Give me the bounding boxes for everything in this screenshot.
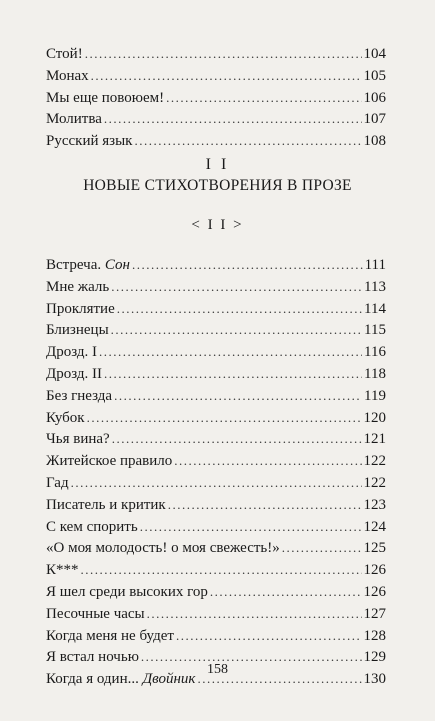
toc-entry-page: 120 [363, 409, 386, 426]
toc-entry-title [46, 582, 208, 604]
toc-entry-title-text: Я встал ночью [46, 649, 139, 666]
toc-entry [46, 559, 386, 581]
toc-entry-title [46, 538, 280, 560]
toc-entry-page: 108 [363, 133, 386, 150]
toc-entry-title-text: Гад [46, 474, 69, 491]
toc-entry [46, 625, 386, 647]
toc-entry [46, 254, 386, 276]
toc-entry-title-text: Мне жаль [46, 278, 110, 295]
toc-entry-title [46, 604, 145, 626]
toc-entry [46, 472, 386, 494]
toc-entry-page: 119 [364, 387, 386, 404]
dot-leader [134, 130, 361, 152]
toc-entry-title-text: Чья вина? [46, 431, 110, 448]
toc-entry-page: 129 [363, 649, 386, 666]
toc-entry [46, 494, 386, 516]
toc-entry-title [46, 277, 109, 299]
toc-entry-title [46, 495, 166, 517]
toc-entry-page: 127 [363, 605, 386, 622]
dot-leader [111, 319, 362, 341]
toc-entry-title-text: Кубок [46, 409, 85, 426]
toc-entry-title-text: Русский язык [46, 133, 133, 150]
dot-leader [174, 450, 361, 472]
dot-leader [91, 65, 362, 87]
toc-entry-title-text: Близнецы [46, 322, 109, 339]
toc-entry-page: 130 [363, 671, 386, 688]
toc-entry [46, 603, 386, 625]
toc-entry [46, 298, 386, 320]
toc-entry-title-text: Проклятие [46, 300, 115, 317]
toc-entry-page: 128 [363, 627, 386, 644]
toc-entry-page: 114 [364, 300, 386, 317]
toc-entry-title [46, 109, 102, 131]
toc-entry-page: 122 [363, 453, 386, 470]
toc-entry-title-text: Писатель и критик [46, 496, 166, 513]
toc-entry-title-text: «О моя молодость! о моя свежесть!» [46, 540, 280, 557]
toc-entry [46, 385, 386, 407]
dot-leader [112, 428, 362, 450]
toc-entry-title [46, 131, 132, 153]
toc-entry-title [46, 320, 109, 342]
page-number: 158 [207, 662, 228, 677]
toc-entry [46, 130, 386, 152]
toc-entry-title-italic: Двойник [142, 671, 196, 688]
toc-entry-page: 118 [364, 365, 386, 382]
toc-entry [46, 363, 386, 385]
toc-entry-title-text: Стой! [46, 46, 83, 62]
toc-entry-page: 126 [363, 562, 386, 579]
toc-entry-page: 115 [364, 322, 386, 339]
toc-entry [46, 407, 386, 429]
toc-list-top [46, 43, 386, 152]
toc-entry [46, 87, 386, 109]
toc-entry-title-text: Встреча. [46, 257, 105, 273]
dot-leader [140, 516, 362, 538]
toc-entry-page: 124 [363, 518, 386, 535]
toc-entry-page: 121 [363, 431, 386, 448]
dot-leader [147, 603, 362, 625]
toc-entry [46, 43, 386, 65]
toc-entry [46, 108, 386, 130]
dot-leader [81, 559, 362, 581]
toc-entry-title [46, 66, 89, 88]
dot-leader [282, 537, 362, 559]
dot-leader [99, 341, 362, 363]
subsection-number: < I I > [191, 217, 244, 233]
dot-leader [71, 472, 362, 494]
dot-leader [104, 108, 362, 130]
toc-entry-page: 123 [363, 496, 386, 513]
toc-entry-title-text: Монах [46, 67, 89, 84]
dot-leader [168, 494, 362, 516]
toc-entry-title-text: С кем спорить [46, 518, 138, 535]
toc-entry-title [46, 408, 85, 430]
dot-leader [104, 363, 362, 385]
toc-entry [46, 450, 386, 472]
toc-entry-title [46, 342, 97, 364]
toc-entry-title-text: К*** [46, 562, 79, 579]
toc-entry-page: 105 [363, 67, 386, 84]
toc-entry-title [46, 517, 138, 539]
toc-entry-title [46, 473, 69, 495]
toc-entry-title-text: Без гнезда [46, 387, 113, 404]
toc-entry-title [46, 560, 79, 582]
dot-leader [210, 581, 362, 603]
toc-entry-page: 126 [363, 583, 386, 600]
toc-entry-page: 107 [363, 111, 386, 128]
toc-entry [46, 581, 386, 603]
toc-entry [46, 65, 386, 87]
toc-entry [46, 537, 386, 559]
toc-entry-title-text: Дрозд. II [46, 365, 103, 382]
toc-entry [46, 341, 386, 363]
toc-entry-page: 122 [363, 474, 386, 491]
toc-entry-title-text: Когда меня не будет [46, 627, 174, 644]
toc-entry-title [46, 299, 115, 321]
toc-entry-title-text: Дрозд. I [46, 344, 98, 361]
toc-entry-title [46, 364, 102, 386]
toc-entry-title-italic: Сон [104, 257, 130, 273]
toc-entry-title [46, 255, 130, 277]
toc-entry [46, 319, 386, 341]
toc-entry-page: 113 [364, 278, 386, 295]
dot-leader [132, 254, 363, 276]
dot-leader [176, 625, 362, 647]
toc-entry-title-text: Когда я один... [46, 671, 143, 688]
toc-entry-title-text: Молитва [46, 111, 102, 128]
toc-entry-title-text: Песочные часы [46, 605, 145, 622]
toc-entry-page: 104 [363, 46, 386, 62]
dot-leader [114, 385, 362, 407]
toc-entry-title [46, 386, 112, 408]
toc-entry-title-text: Житейское правило [46, 453, 173, 470]
dot-leader [85, 43, 362, 65]
toc-entry [46, 516, 386, 538]
toc-entry-title [46, 44, 83, 66]
dot-leader [87, 407, 362, 429]
toc-entry [46, 276, 386, 298]
toc-entry-page: 111 [364, 257, 386, 273]
dot-leader [111, 276, 362, 298]
toc-entry-title [46, 88, 164, 110]
toc-list-bottom [46, 254, 386, 690]
toc-entry [46, 428, 386, 450]
toc-entry-title [46, 451, 172, 473]
toc-entry-title [46, 626, 174, 648]
section-number: I I [205, 156, 230, 173]
toc-entry-title [46, 429, 110, 451]
section-title: НОВЫЕ СТИХОТВОРЕНИЯ В ПРОЗЕ [83, 177, 352, 194]
toc-entry-page: 106 [363, 89, 386, 106]
dot-leader [166, 87, 361, 109]
toc-entry-title-text: Мы еще повоюем! [46, 89, 165, 106]
dot-leader [117, 298, 362, 320]
toc-entry-page: 116 [364, 344, 386, 361]
toc-entry-page: 125 [363, 540, 386, 557]
toc-entry-title-text: Я шел среди высоких гор [46, 583, 208, 600]
